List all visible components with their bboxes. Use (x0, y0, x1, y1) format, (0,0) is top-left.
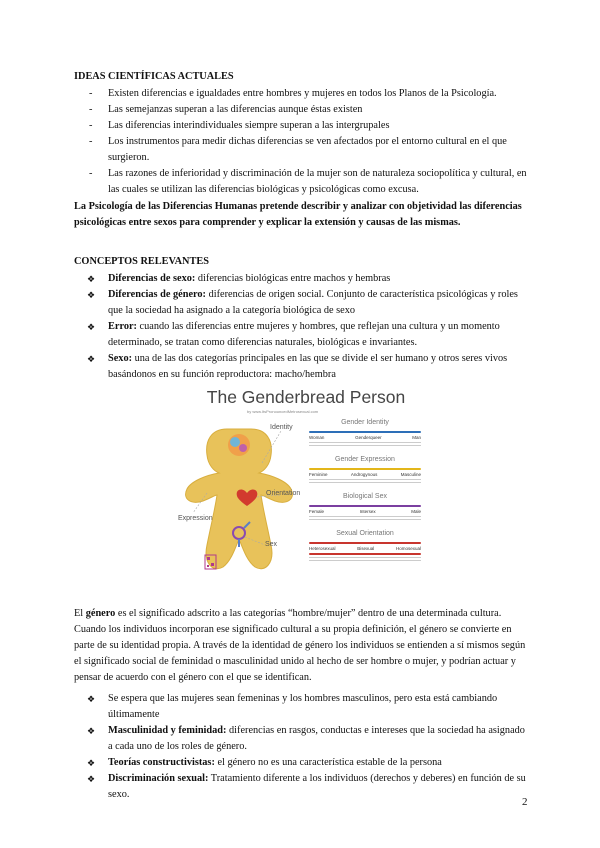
intro-paragraph: La Psicología de las Diferencias Humanas pretende describir y analizar con objetividad las diferencias psicológicas entre sexos para comprender y explicar la extensión y causas de las mismas. (74, 201, 522, 228)
genderbread-figure (177, 385, 424, 585)
roles-list (87, 691, 528, 803)
heading-conceptos: CONCEPTOS RELEVANTES (74, 256, 209, 267)
section-gender-expression: Gender Expression Feminine Androgynous Masculine (309, 456, 421, 485)
list-item: ❖ Sexo: una de las dos categorías principales en las que se divide el ser humano y otros seres vivos basándonos en su función reproductora: macho/hembra (87, 353, 508, 380)
list-item: ❖ Teorías constructivistas: el género no es una característica estable de la persona (87, 757, 442, 768)
label-orientation: Orientation (266, 490, 301, 497)
list-item: - Existen diferencias e igualdades entre hombres y mujeres en todos los Planos de la Psicología. (89, 88, 497, 99)
list-item: ❖ Discriminación sexual: Tratamiento diferente a los individuos (derechos y deberes) en función de su sexo. (87, 773, 526, 800)
conceptos-list (87, 271, 528, 383)
list-item: - Las razones de inferioridad y discriminación de la mujer son de naturaleza sociopolítica y cultural, en las cuales se utilizan las diferencias biológicas y psicológicas como excusa. (89, 168, 527, 195)
figure-subtitle: by www.ItsPronouncedMetrosexual.com (247, 409, 319, 414)
gingerbread-illustration (177, 385, 307, 585)
list-item: ❖ Masculinidad y feminidad: diferencias en rasgos, conductas e intereses que la sociedad ha asignado a cada uno de los roles de género. (87, 725, 525, 752)
page-number: 2 (522, 796, 528, 808)
list-item: - Los instrumentos para medir dichas diferencias se ven afectados por el entorno cultural en el que surgieron. (89, 136, 507, 163)
list-item: - Las semejanzas superan a las diferencias aunque éstas existen (89, 104, 363, 115)
list-item: - Las diferencias interindividuales siempre superan a las intergrupales (89, 120, 390, 131)
list-item: ❖ Diferencias de género: diferencias de origen social. Conjunto de característica psicológicas y roles que la sociedad ha asignado a la categoría biológica de sexo (87, 289, 518, 316)
genero-paragraph: El género es el significado adscrito a las categorías “hombre/mujer” dentro de una determinada cultura. Cuando los individuos incorporan ese significado cultural a su propia definición, el género se convierte en parte de su identidad propia. A través de la identidad de género los individuos se entienden a sí mismos según el significado social de feminidad o masculinidad unido al hecho de ser hombre o mujer, y podrían actuar y pensar de acuerdo con el género con el que se identifican. (74, 608, 526, 683)
section-sexual-orientation: Sexual Orientation Heterosexual Bisexual Homosexual (309, 530, 421, 563)
section-gender-identity: Gender Identity Woman Genderqueer Man (309, 419, 421, 448)
label-identity: Identity (270, 424, 293, 431)
figure-title: The Genderbread Person (206, 387, 406, 407)
list-item: ❖ Se espera que las mujeres sean femeninas y los hombres masculinos, pero esta está cambiando últimamente (87, 693, 498, 720)
list-item: ❖ Error: cuando las diferencias entre mujeres y hombres, que reflejan una cultura y un momento determinado, se tratan como diferencias naturales, biológicas e invariantes. (87, 321, 500, 348)
label-sex: Sex (265, 541, 278, 548)
list-item: ❖ Diferencias de sexo: diferencias biológicas entre machos y hembras (87, 273, 391, 284)
label-expression: Expression (178, 515, 213, 522)
section-biological-sex: Biological Sex Female Intersex Male (309, 493, 421, 522)
heading-ideas: IDEAS CIENTÍFICAS ACTUALES (74, 71, 234, 82)
ideas-list (89, 86, 528, 198)
